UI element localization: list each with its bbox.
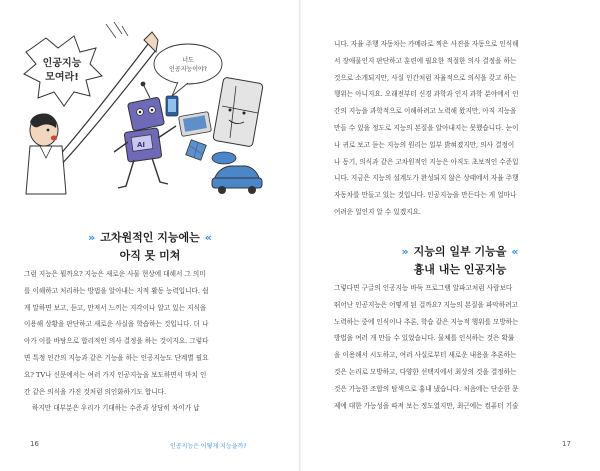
right-body-line: 것은 논리로 모방하고, 다양한 선택지에서 최상의 것을 결정하는 <box>334 367 517 376</box>
left-body-line: 게 말하면 보고, 듣고, 만져서 느끼는 지각이나 알고 있는 지식을 <box>24 303 207 312</box>
shout-text-line2: 모여라! <box>45 72 79 83</box>
left-heading-close-mark: « <box>204 231 212 244</box>
right-body-line: 니다. 지금은 지능의 설계도가 완성되지 않은 상태에서 자율 주행 <box>334 174 519 183</box>
laptop <box>178 112 211 137</box>
left-body-line: 그럼 지능은 뭘까요? 지능은 새로운 사물 현상에 대해서 그 의미 <box>24 270 206 278</box>
left-body-line: 아가 이를 바탕으로 합리적인 의사 결정을 하는 것이지요. 그렇다 <box>24 337 209 346</box>
right-section-heading <box>350 244 570 278</box>
left-body-line: 이용해 상황을 판단하고 새로운 사실을 학습하는 것입니다. 더 나 <box>24 320 209 329</box>
right-body-line: 니다. 자율 주행 자동차는 카메라로 찍은 사진을 자동으로 인식해 <box>334 40 519 48</box>
right-body-line: 만들 수 있을 정도로 지능의 본질을 알아내지는 못했습니다. 눈이 <box>334 123 519 132</box>
right-body-line: 것은 가능한 조합의 탐색으로 흉내 냈습니다. 처음에는 단순한 문 <box>334 384 519 393</box>
left-running-title: 인공지능은 어떻게 지능을까? <box>170 443 247 450</box>
right-heading-line2: 흉내 내는 인공지능 <box>413 263 507 276</box>
left-page-number: 16 <box>30 440 39 448</box>
right-heading-open-mark: » <box>401 245 409 258</box>
shout-text-line1: 인공지능 <box>42 58 82 69</box>
right-body-line: 방법을 여러 개 만들 수 있었습니다. 물체를 인식하는 것은 확률 <box>334 334 515 343</box>
right-body-line: 뛰어난 인공지능은 어떻게 된 걸까요? 지능의 본질을 파악하려고 <box>334 300 518 309</box>
right-body-line: 노력하는 중에 인식이나 추론, 학습 같은 지능적 행위를 모방하는 <box>334 317 519 326</box>
robot-speech-line2: 인공지능이야? <box>169 66 207 73</box>
speed-lines <box>106 22 128 38</box>
right-body-line: 그렇다면 구글의 인공지능 바둑 프로그램 알파고처럼 사람보다 <box>334 284 513 292</box>
right-body-line: 어려운 일인지 알 수 있겠지요. <box>334 207 421 216</box>
robot-speech-bubble <box>154 44 222 96</box>
left-body-line: 면 특정 인간의 지능과 같은 기능을 하는 인공지능도 단계별 필요 <box>24 353 209 362</box>
left-heading-line2: 아직 못 미쳐 <box>119 249 181 262</box>
right-body-line: 나 귀로 보고 듣는 지능의 원리는 일부 밝혀졌지만, 의사 결정이 <box>334 140 515 149</box>
right-body-line: 나 동기, 의식과 같은 고차원적인 지능은 아직도 초보적인 수준입 <box>334 157 519 166</box>
right-body-line: 간의 지능을 과학적으로 이해하려고 노력해 왔지만, 아직 지능을 <box>334 107 517 116</box>
right-page-number: 17 <box>562 440 571 448</box>
right-body-bottom <box>334 280 580 414</box>
right-body-line: 것으로 소개되지만, 사실 인간처럼 자율적으로 의식을 갖고 하는 <box>334 73 517 82</box>
page-gutter <box>299 0 301 471</box>
refrigerator <box>213 77 264 147</box>
left-body-text <box>24 266 270 417</box>
right-heading-close-mark: « <box>511 245 519 258</box>
left-body-line: 하지만 대부분은 우리가 기대하는 수준과 상당히 차이가 납 <box>32 404 200 413</box>
shout-bubble <box>24 36 102 106</box>
right-body-top <box>334 36 580 221</box>
left-heading-title: 고차원적인 지능에는 <box>100 231 200 244</box>
self-driving-car <box>212 166 262 194</box>
right-body-line: 을 이용해서 시도하고, 여러 사실로부터 새로운 내용을 추론하는 <box>334 351 517 360</box>
right-body-line: 서 장애물인지 판단하고 훈련에 필요한 적절한 의사 결정을 하는 <box>334 56 517 65</box>
robot-speech-line1: 너도 <box>182 57 194 64</box>
right-heading-line1 <box>350 244 570 260</box>
left-body-line: 요? TV나 신문에서는 여러 가지 인공지능을 보도하면서 마치 인 <box>24 370 207 379</box>
robot-screen-text: AI <box>137 141 146 149</box>
right-heading-title: 지능의 일부 기능을 <box>413 245 507 258</box>
left-body-line: 를 이해하고 처리하는 방법을 알아내는 지적 활동 능력입니다. 쉽 <box>24 286 209 295</box>
right-body-line: 제에 대한 가능성을 따져 보는 정도였지만, 최근에는 컴퓨터 기술 <box>334 401 519 410</box>
left-heading-line1 <box>40 230 260 246</box>
cartoon-illustration <box>18 18 280 208</box>
robot-vacuum <box>212 152 236 164</box>
left-body-line: 간 같은 의식을 가진 것처럼 의인화하기도 합니다. <box>24 387 167 396</box>
left-heading-open-mark: » <box>88 231 96 244</box>
smartphone <box>166 96 178 116</box>
right-body-line: 자동차를 만들고 있는 것입니다. 인공지능을 만든다는 게 얼마나 <box>334 191 517 200</box>
right-body-line: 행위는 아니지요. 오래전부터 신경 과학과 인지 과학 분야에서 인 <box>334 90 519 99</box>
left-section-heading <box>40 230 260 264</box>
cube-gadget <box>186 140 207 161</box>
